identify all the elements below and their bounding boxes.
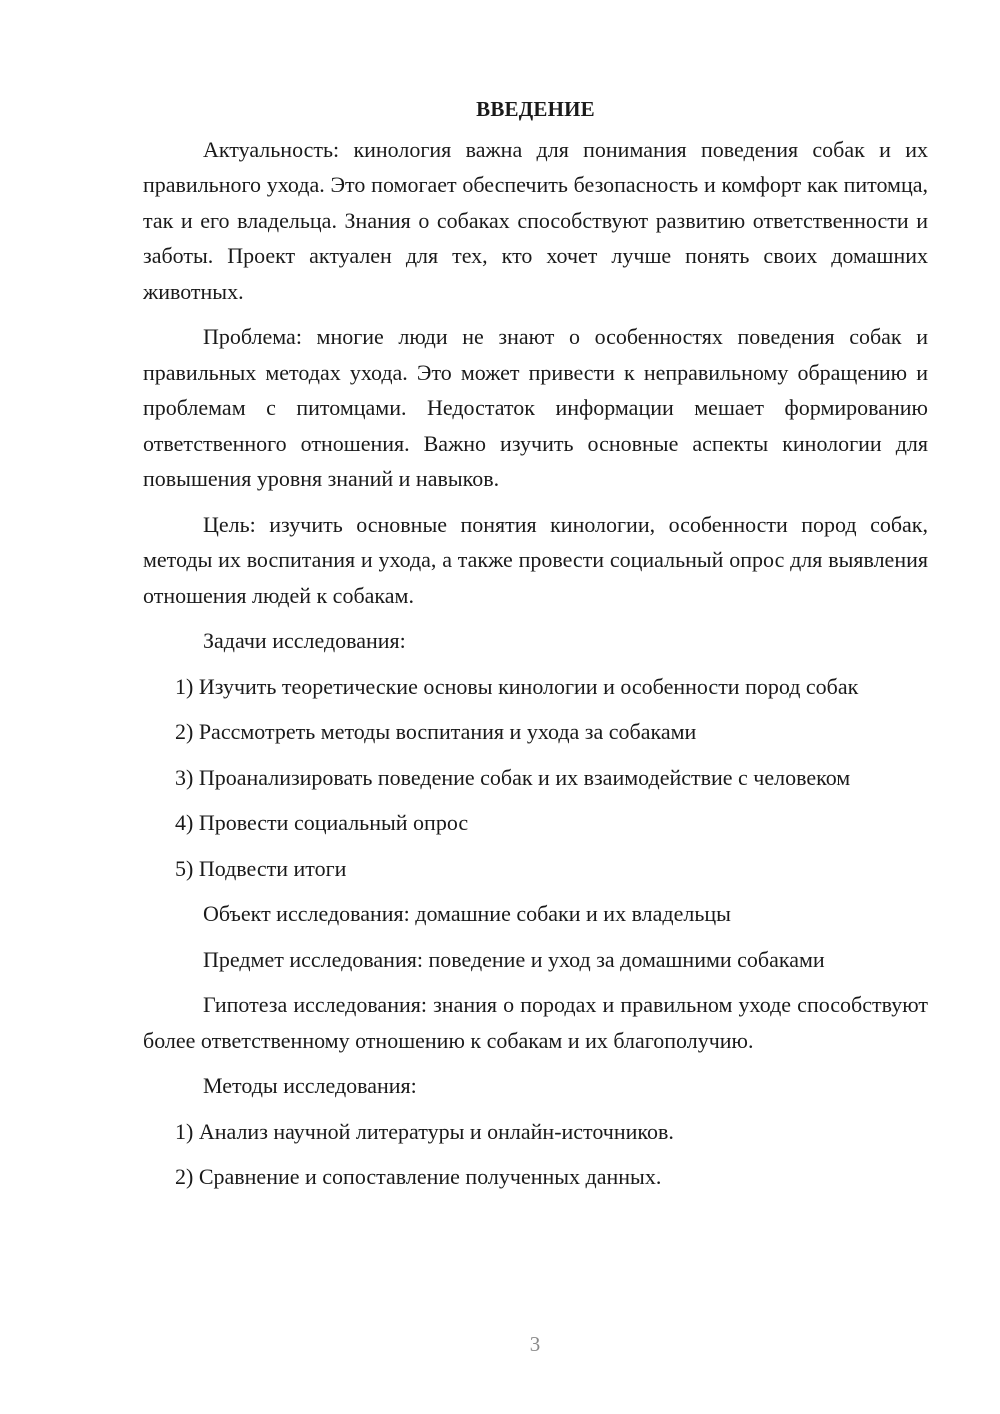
task-item-3: 3) Проанализировать поведение собак и их взаимодействие с человеком [175,764,851,790]
task-item-1: 1) Изучить теоретические основы кинологии и особенности пород собак [175,673,859,699]
method-item-1: 1) Анализ научной литературы и онлайн-источников. [175,1118,674,1144]
methods-title: Методы исследования: [203,1073,417,1098]
relevance-paragraph: Актуальность: кинология важна для понимания поведения собак и их правильного ухода. Это помогает обеспечить безопасность и комфорт как питомца, так и его владельца. Знания о собаках способствуют развитию ответственности и заботы. Проект актуален для тех, кто хочет лучше понять своих домашних животных. [143,136,928,304]
object-line: Объект исследования: домашние собаки и их владельцы [203,901,731,926]
problem-paragraph: Проблема: многие люди не знают о особенностях поведения собак и правильных методах ухода. Это может привести к неправильному обращению и проблемам с питомцами. Недостаток информации мешает формированию ответственного отношения. Важно изучить основные аспекты кинологии для повышения уровня знаний и навыков. [143,324,928,491]
page-number: 3 [529,1332,541,1356]
task-item-2: 2) Рассмотреть методы воспитания и ухода за собаками [175,719,697,744]
document-page [143,92,928,1205]
task-item-4: 4) Провести социальный опрос [175,810,469,835]
subject-line: Предмет исследования: поведение и уход за домашними собаками [203,946,825,972]
task-item-5: 5) Подвести итоги [175,855,347,881]
method-item-2: 2) Сравнение и сопоставление полученных данных. [175,1164,662,1189]
goal-paragraph: Цель: изучить основные понятия кинологии, особенности пород собак, методы их воспитания и ухода, а также провести социальный опрос для выявления отношения людей к собакам. [143,511,928,608]
hypothesis-paragraph: Гипотеза исследования: знания о породах и правильном уходе способствуют более ответственному отношению к собакам и их благополучию. [143,992,928,1053]
tasks-title: Задачи исследования: [203,628,406,653]
section-heading: ВВЕДЕНИЕ [476,97,595,121]
